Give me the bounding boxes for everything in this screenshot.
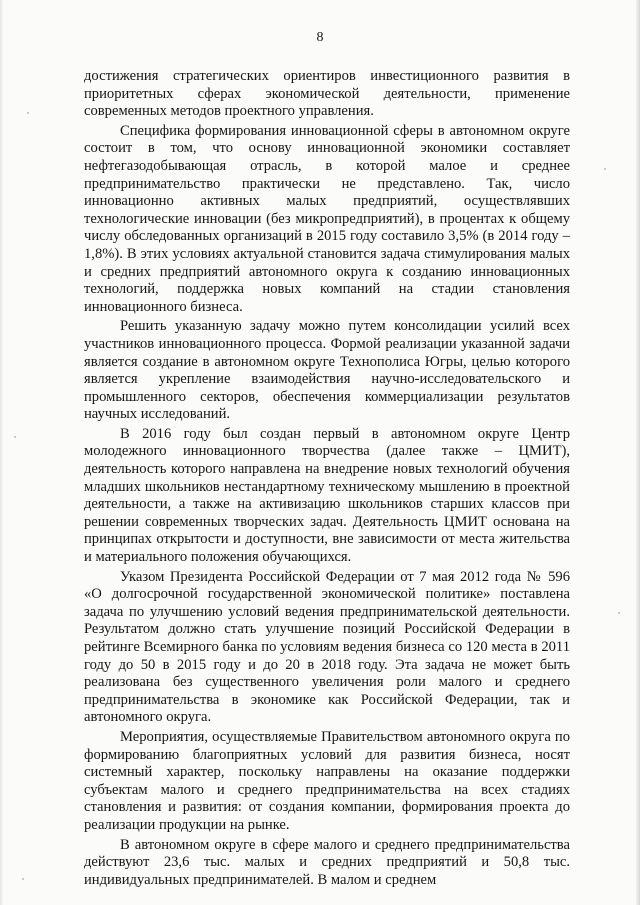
paragraph-cmit: В 2016 году был создан первый в автономном округе Центр молодежного инновационного творчества (далее также – ЦМИТ), деятельность которого направлена на внедрение новых технологий обучения младших школьников нестандартному техническому мышлению в проектной деятельности, а также на активизацию школьников старших классов при решении современных творческих задач. Деятельность ЦМИТ основана на принципах открытости и доступности, вне зависимости от места жительства и материального положения обучающихся. [84, 425, 570, 566]
scan-speck [604, 168, 606, 170]
scan-speck [22, 878, 24, 880]
paragraph-innovation-sphere: Специфика формирования инновационной сферы в автономном округе состоит в том, что основу инновационной экономики составляет нефтегазодобывающая отрасль, в которой малое и среднее предпринимательство практически не представлено. Так, число инновационно активных малых предприятий, осуществлявших технологические инновации (без микропредприятий), в процентах к общему числу обследованных организаций в 2015 году составило 3,5% (в 2014 году – 1,8%). В этих условиях актуальной становится задача стимулирования малых и средних предприятий автономного округа к созданию инновационных технологий, поддержка новых компаний на стадии становления инновационного бизнеса. [84, 122, 570, 315]
scan-speck [618, 612, 620, 614]
paragraph-continuation: достижения стратегических ориентиров инвестиционного развития в приоритетных сферах экономической деятельности, применение современных методов проектного управления. [84, 68, 570, 120]
paragraph-government-measures: Мероприятия, осуществляемые Правительством автономного округа по формированию благоприятных условий для развития бизнеса, носят системный характер, поскольку направлены на оказание поддержки субъектам малого и среднего предпринимательства на всех стадиях становления и развития: от создания компании, формирования проекта до реализации продукции на рынке. [84, 728, 570, 833]
document-body [84, 68, 570, 891]
page-number: 8 [316, 30, 324, 45]
paragraph-technopolis: Решить указанную задачу можно путем консолидации усилий всех участников инновационного процесса. Формой реализации указанной задачи является создание в автономном округе Технополиса Югры, целью которого является укрепление взаимодействия научно-исследовательского и промышленного секторов, обеспечения коммерциализации результатов научных исследований. [84, 318, 570, 423]
scan-speck [14, 436, 16, 438]
page-left-edge [0, 0, 3, 905]
page-right-edge [636, 0, 640, 905]
paragraph-presidential-decree: Указом Президента Российской Федерации от 7 мая 2012 года № 596 «О долгосрочной государственной экономической политике» поставлена задача по улучшению условий ведения предпринимательской деятельности. Результатом должно стать улучшение позиций Российской Федерации в рейтинге Всемирного банка по условиям ведения бизнеса со 120 места в 2011 году до 50 в 2015 году и до 20 в 2018 году. Эта задача не может быть реализована без существенного увеличения роли малого и среднего предпринимательства в экономике как Российской Федерации, так и автономного округа. [84, 568, 570, 726]
paragraph-sme-statistics: В автономном округе в сфере малого и среднего предпринимательства действуют 23,6 тыс. малых и средних предприятий и 50,8 тыс. индивидуальных предпринимателей. В малом и среднем [84, 836, 570, 888]
scan-speck [27, 112, 29, 114]
